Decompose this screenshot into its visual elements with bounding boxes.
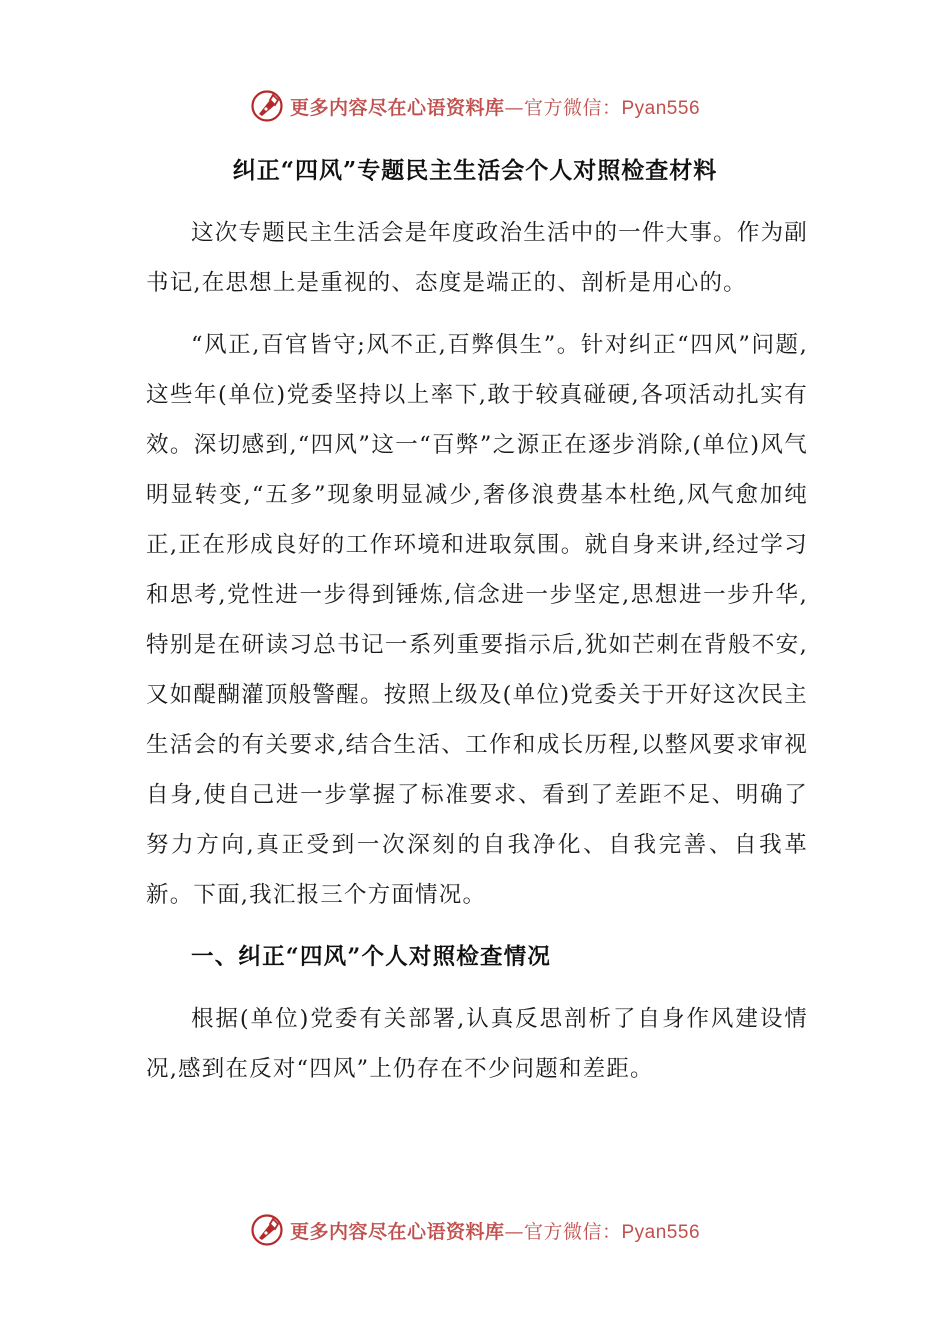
footer-banner [0, 1210, 950, 1250]
banner-text [290, 1217, 700, 1244]
banner-brand: 更多内容尽在心语资料库 [289, 96, 505, 119]
banner-dash: — [504, 96, 524, 119]
pen-nib-logo-icon [250, 1213, 284, 1247]
banner-brand: 更多内容尽在心语资料库 [289, 1220, 505, 1243]
banner-wechat-id: Pyan556 [621, 1221, 701, 1243]
banner-text [290, 93, 700, 120]
header-banner [0, 86, 950, 126]
document-title: 纠正“四风”专题民主生活会个人对照检查材料 [232, 157, 718, 184]
banner-dash: — [504, 1220, 524, 1243]
pen-nib-logo-icon [250, 89, 284, 123]
section-heading: 一、纠正“四风”个人对照检查情况 [191, 944, 552, 970]
banner-wechat-label: 官方微信： [523, 96, 622, 119]
intro-paragraph: 这次专题民主生活会是年度政治生活中的一件大事。作为副书记,在思想上是重视的、态度是端正的、剖析是用心的。 [146, 220, 808, 296]
banner-wechat-label: 官方微信： [523, 1220, 622, 1243]
section-paragraph: 根据(单位)党委有关部署,认真反思剖析了自身作风建设情况,感到在反对“四风”上仍存在不少问题和差距。 [146, 1006, 808, 1082]
banner-wechat-id: Pyan556 [621, 97, 701, 119]
document-body [146, 208, 808, 1106]
body-paragraph: “风正,百官皆守;风不正,百弊俱生”。针对纠正“四风”问题,这些年(单位)党委坚持以上率下,敢于较真碰硬,各项活动扎实有效。深切感到,“四风”这一“百弊”之源正在逐步消除,(单位)风气明显转变,“五多”现象明显减少,奢侈浪费基本杜绝,风气愈加纯正,正在形成良好的工作环境和进取氛围。就自身来讲,经过学习和思考,党性进一步得到锤炼,信念进一步坚定,思想进一步升华,特别是在研读习总书记一系列重要指示后,犹如芒刺在背般不安,又如醍醐灌顶般警醒。按照上级及(单位)党委关于开好这次民主生活会的有关要求,结合生活、工作和成长历程,以整风要求审视自身,使自己进一步掌握了标准要求、看到了差距不足、明确了努力方向,真正受到一次深刻的自我净化、自我完善、自我革新。下面,我汇报三个方面情况。 [146, 332, 808, 908]
